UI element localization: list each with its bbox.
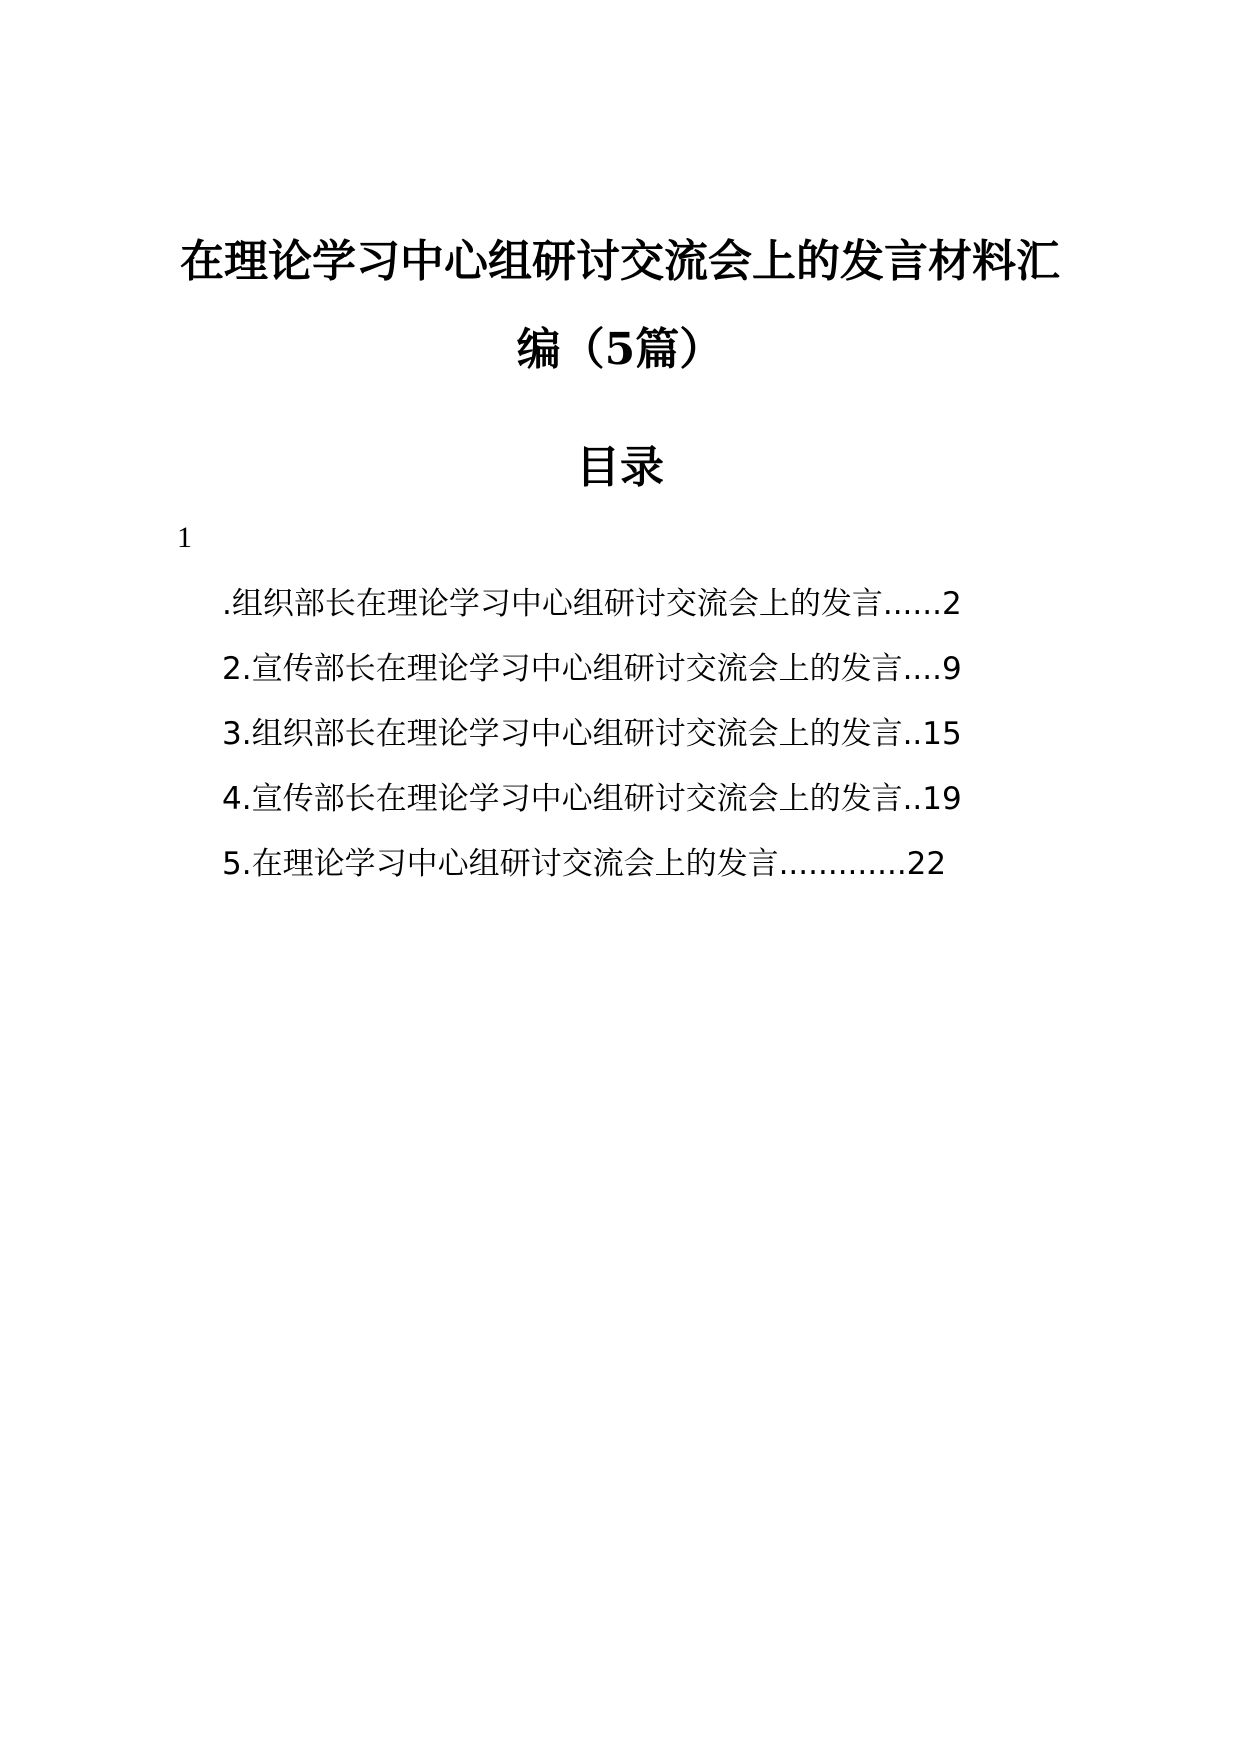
document-title bbox=[140, 218, 1100, 394]
document-title-line-1: 在理论学习中心组研讨交流会上的发言材料汇 bbox=[180, 236, 1060, 287]
toc-entry-1[interactable]: .组织部长在理论学习中心组研讨交流会上的发言......2 bbox=[222, 586, 962, 622]
toc-entry-3[interactable]: 3.组织部长在理论学习中心组研讨交流会上的发言..15 bbox=[222, 716, 962, 752]
toc-entry-5[interactable]: 5.在理论学习中心组研讨交流会上的发言.............22 bbox=[222, 846, 947, 882]
toc-number-fragment: 1 bbox=[177, 521, 192, 554]
table-of-contents bbox=[222, 582, 1022, 907]
toc-heading: 目录 bbox=[576, 442, 664, 493]
toc-entry-2[interactable]: 2.宣传部长在理论学习中心组研讨交流会上的发言....9 bbox=[222, 651, 962, 687]
document-title-line-2: 编（5篇） bbox=[516, 324, 724, 375]
toc-entry-4[interactable]: 4.宣传部长在理论学习中心组研讨交流会上的发言..19 bbox=[222, 781, 962, 817]
